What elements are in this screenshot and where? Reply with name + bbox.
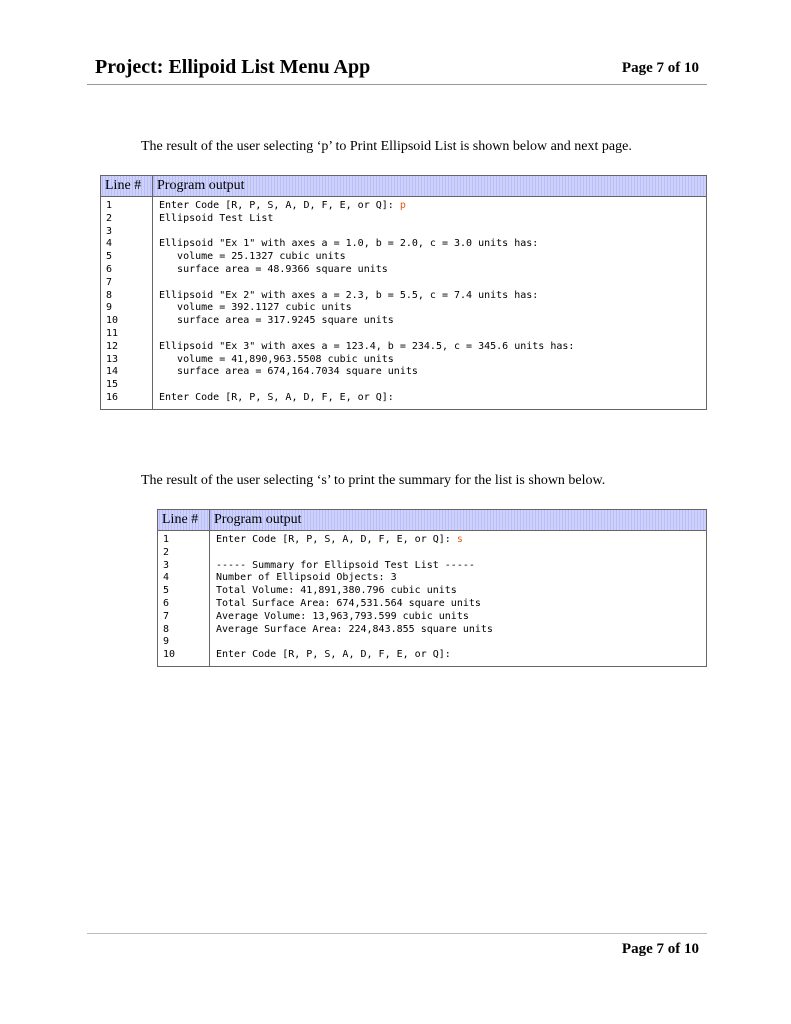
line-number: 9 [106, 302, 113, 314]
output-text: ----- Summary for Ellipsoid Test List ----- [216, 559, 475, 571]
output-text: Ellipsoid "Ex 2" with axes a = 2.3, b = 5.5, c = 7.4 units has: [159, 289, 539, 301]
line-number: 4 [163, 572, 170, 584]
output-text: Ellipsoid "Ex 3" with axes a = 123.4, b = 234.5, c = 345.6 units has: [159, 340, 575, 352]
program-output-column [153, 197, 707, 410]
user-input: s [456, 534, 463, 545]
output-line [159, 366, 700, 379]
output-text: Total Surface Area: 674,531.564 square units [216, 597, 481, 609]
output-line [159, 226, 700, 239]
output-text: Ellipsoid "Ex 1" with axes a = 1.0, b = 2.0, c = 3.0 units has: [159, 238, 539, 250]
output-text: Total Volume: 41,891,380.796 cubic units [216, 585, 457, 597]
line-number: 2 [106, 212, 113, 224]
output-text: surface area = 317.9245 square units [159, 315, 394, 327]
output-text: surface area = 48.9366 square units [159, 263, 388, 275]
output-text: Enter Code [R, P, S, A, D, F, E, or Q]: [159, 391, 394, 403]
line-number: 13 [106, 353, 119, 365]
output-line [159, 238, 700, 251]
section2-intro: The result of the user selecting ‘s’ to print the summary for the list is shown below. [141, 473, 606, 488]
output-line [216, 534, 700, 547]
header-page-number: Page 7 of 10 [621, 60, 699, 76]
print-output-table [100, 175, 707, 410]
line-number: 11 [106, 327, 119, 339]
line-number-header: Line # [158, 510, 210, 531]
line-number: 15 [106, 379, 119, 391]
user-input: p [399, 200, 406, 211]
line-number: 6 [163, 597, 170, 609]
program-output-header: Program output [210, 510, 707, 531]
output-text: surface area = 674,164.7034 square units [159, 366, 418, 378]
output-text: Enter Code [R, P, S, A, D, F, E, or Q]: [159, 200, 400, 211]
line-number: 16 [106, 391, 119, 403]
line-number: 9 [163, 636, 170, 648]
line-number-header: Line # [101, 176, 153, 197]
output-text: Number of Ellipsoid Objects: 3 [216, 572, 397, 584]
output-line [159, 341, 700, 354]
line-number: 12 [106, 340, 119, 352]
line-number: 2 [163, 546, 170, 558]
output-line [159, 277, 700, 290]
program-output-column [210, 531, 707, 667]
line-number: 7 [163, 610, 170, 622]
line-number: 8 [163, 623, 170, 635]
output-line [216, 611, 700, 624]
output-line [159, 200, 700, 213]
output-line [216, 636, 700, 649]
output-line [216, 649, 700, 662]
output-line [216, 585, 700, 598]
output-line [216, 598, 700, 611]
line-number: 8 [106, 289, 113, 301]
output-line [159, 379, 700, 392]
output-line [159, 290, 700, 303]
summary-output-table [157, 509, 707, 667]
section1-intro: The result of the user selecting ‘p’ to Print Ellipsoid List is shown below and next page. [141, 139, 632, 154]
document-title: Project: Ellipoid List Menu App [95, 56, 371, 78]
output-text: Ellipsoid Test List [159, 212, 274, 224]
output-line [159, 354, 700, 367]
line-number: 7 [106, 276, 113, 288]
output-line [159, 315, 700, 328]
output-text: volume = 392.1127 cubic units [159, 302, 352, 314]
output-text: Enter Code [R, P, S, A, D, F, E, or Q]: [216, 534, 457, 545]
line-number: 6 [106, 263, 113, 275]
line-number: 14 [106, 366, 119, 378]
page-footer [87, 933, 707, 957]
output-line [216, 547, 700, 560]
output-line [159, 213, 700, 226]
line-number: 3 [106, 225, 113, 237]
output-line [159, 251, 700, 264]
footer-page-number: Page 7 of 10 [621, 941, 699, 957]
output-line [216, 624, 700, 637]
line-number: 1 [163, 534, 170, 545]
line-number: 4 [106, 238, 113, 250]
output-line [216, 560, 700, 573]
line-number: 3 [163, 559, 170, 571]
line-number: 5 [106, 251, 113, 263]
output-text: volume = 41,890,963.5508 cubic units [159, 353, 394, 365]
page-header [87, 50, 707, 85]
line-numbers-column [158, 531, 210, 667]
output-text: Average Volume: 13,963,793.599 cubic units [216, 610, 469, 622]
output-line [159, 328, 700, 341]
output-line [159, 392, 700, 405]
line-number: 5 [163, 585, 170, 597]
output-text: volume = 25.1327 cubic units [159, 251, 346, 263]
output-text: Enter Code [R, P, S, A, D, F, E, or Q]: [216, 649, 451, 661]
line-number: 10 [163, 649, 176, 661]
line-number: 1 [106, 200, 113, 211]
output-line [216, 572, 700, 585]
output-line [159, 264, 700, 277]
program-output-header: Program output [153, 176, 707, 197]
output-line [159, 302, 700, 315]
line-number: 10 [106, 315, 119, 327]
output-text: Average Surface Area: 224,843.855 square units [216, 623, 493, 635]
line-numbers-column [101, 197, 153, 410]
